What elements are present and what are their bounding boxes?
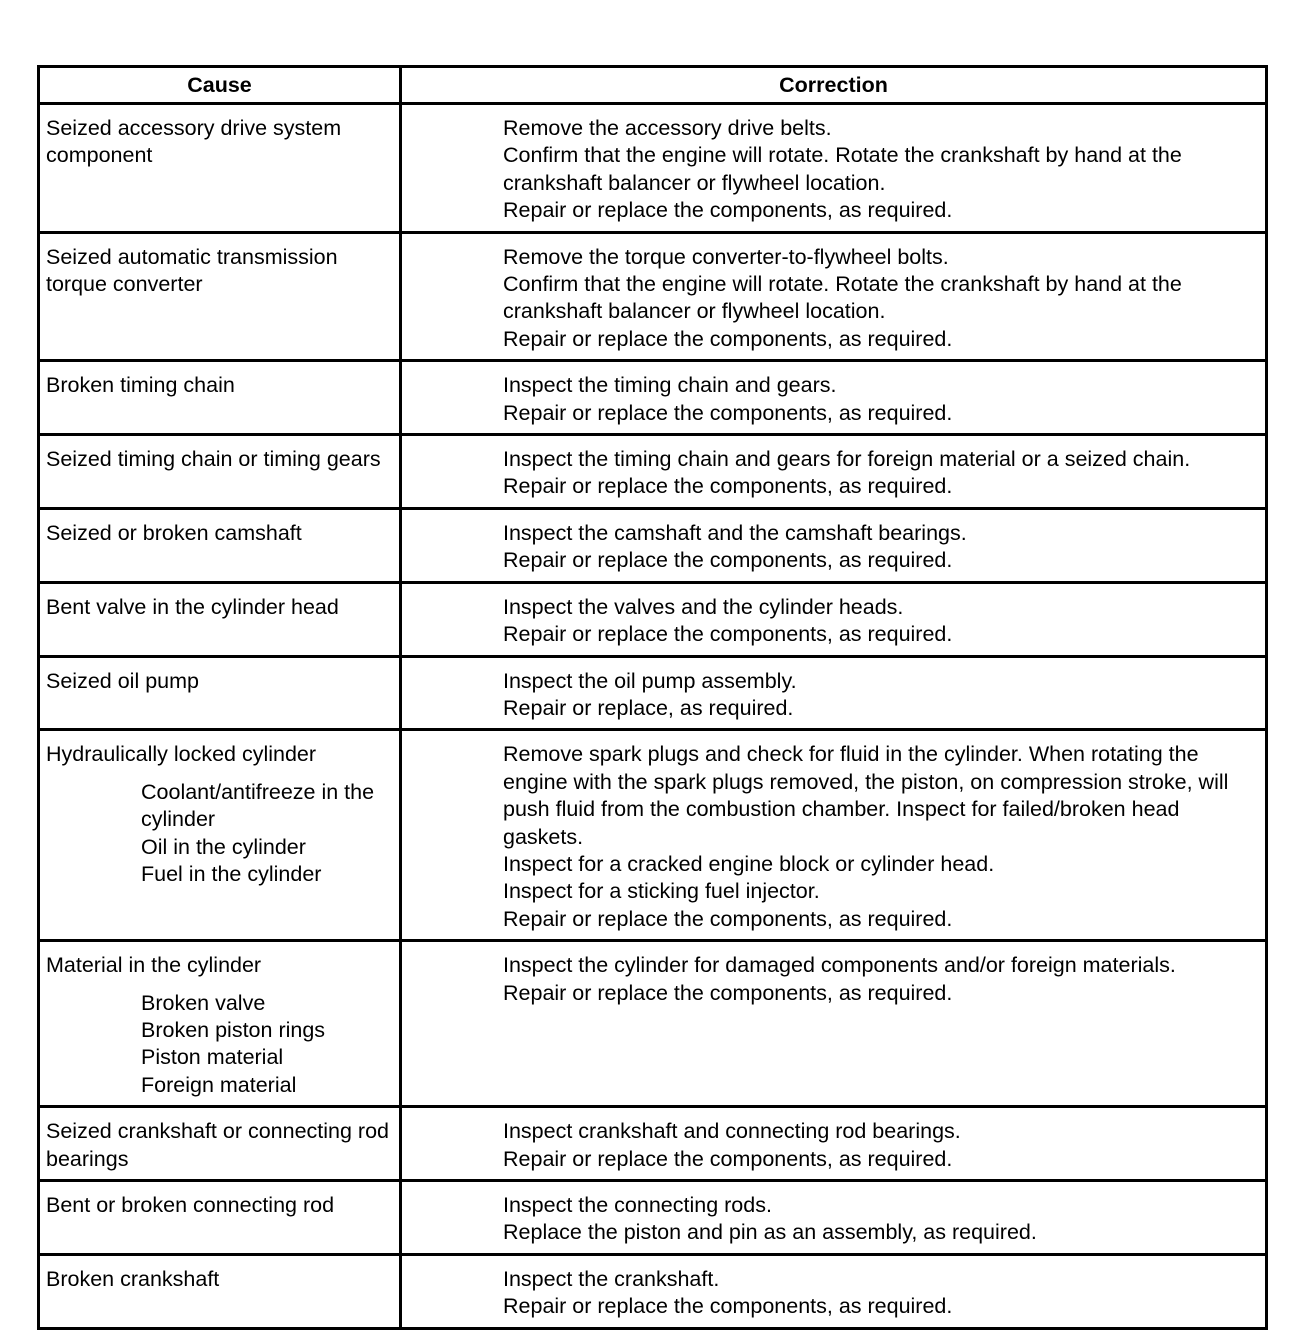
subcause-item: Broken piston rings [141,1017,326,1042]
cause-cell [39,656,401,730]
cause-text: Seized accessory drive system component [46,116,342,168]
table-row [39,1181,1267,1255]
table-row [39,1107,1267,1181]
correction-line: Confirm that the engine will rotate. Rotate the crankshaft by hand at the crankshaft balancer or flywheel location. [503,143,1182,195]
cause-text: Material in the cylinder [46,953,262,978]
correction-line: Inspect for a sticking fuel injector. [503,879,820,904]
correction-line: Inspect crankshaft and connecting rod bearings. [503,1119,961,1144]
correction-line: Inspect for a cracked engine block or cylinder head. [503,851,995,876]
cause-cell [39,1181,401,1255]
correction-cell [401,730,1267,941]
correction-cell [401,582,1267,656]
correction-line: Repair or replace the components, as required. [503,906,953,931]
cause-cell [39,941,401,1107]
correction-line: Replace the piston and pin as an assembly, as required. [503,1220,1037,1245]
correction-cell [401,1254,1267,1328]
cause-cell [39,1254,401,1328]
table-row [39,435,1267,509]
subcause-list [141,779,393,889]
table-row [39,730,1267,941]
table-row [39,656,1267,730]
correction-line: Repair or replace the components, as required. [503,1146,953,1171]
table-row [39,508,1267,582]
subcause-item: Foreign material [141,1072,297,1097]
correction-line: Inspect the cylinder for damaged components and/or foreign materials. [503,953,1176,978]
cause-text: Bent valve in the cylinder head [46,594,339,619]
subcause-list [141,990,393,1100]
correction-line: Inspect the valves and the cylinder heads. [503,594,904,619]
cause-text: Seized crankshaft or connecting rod bearings [46,1119,390,1171]
subcause-item: Oil in the cylinder [141,834,306,859]
cause-cell [39,730,401,941]
correction-cell [401,656,1267,730]
correction-cell [401,104,1267,233]
correction-line: Repair or replace the components, as required. [503,400,953,425]
subcause-item: Fuel in the cylinder [141,861,322,886]
cause-text: Seized oil pump [46,668,199,693]
cause-text: Seized timing chain or timing gears [46,447,381,472]
cause-text: Seized automatic transmission torque converter [46,244,338,297]
correction-cell [401,232,1267,361]
table-row [39,361,1267,435]
cause-text: Seized or broken camshaft [46,520,302,545]
table-body [39,104,1267,1329]
cause-cell [39,508,401,582]
correction-line: Inspect the timing chain and gears for foreign material or a seized chain. [503,447,1191,472]
correction-cell [401,1107,1267,1181]
correction-cell [401,508,1267,582]
correction-cell [401,1181,1267,1255]
correction-line: Repair or replace the components, as required. [503,1294,953,1319]
table-row [39,104,1267,233]
table-row [39,232,1267,361]
diagnostic-table [37,65,1268,1330]
correction-line: Inspect the crankshaft. [503,1266,720,1291]
subcause-item: Coolant/antifreeze in the cylinder [141,779,375,832]
cause-text: Hydraulically locked cylinder [46,742,317,767]
cause-cell [39,232,401,361]
correction-line: Repair or replace the components, as required. [503,326,953,351]
table-row [39,582,1267,656]
cause-text: Broken timing chain [46,373,235,398]
cause-cell [39,435,401,509]
correction-cell [401,361,1267,435]
correction-column-header: Correction [401,67,1267,104]
correction-line: Inspect the connecting rods. [503,1193,772,1217]
cause-cell [39,582,401,656]
table-header-row [39,67,1267,104]
table-row [39,1254,1267,1328]
correction-line: Repair or replace the components, as required. [503,548,953,573]
subcause-item: Piston material [141,1045,284,1070]
correction-line: Repair or replace, as required. [503,695,794,720]
correction-line: Repair or replace the components, as required. [503,622,953,647]
correction-line: Remove the accessory drive belts. [503,116,832,140]
cause-text: Broken crankshaft [46,1266,220,1291]
table-row [39,941,1267,1107]
cause-cell [39,1107,401,1181]
cause-text: Bent or broken connecting rod [46,1193,335,1217]
correction-line: Remove the torque converter-to-flywheel bolts. [503,244,949,269]
correction-line: Repair or replace the components, as required. [503,980,953,1005]
cause-cell [39,104,401,233]
correction-line: Repair or replace the components, as required. [503,198,953,223]
subcause-item: Broken valve [141,990,266,1015]
cause-column-header: Cause [39,67,401,104]
correction-line: Inspect the camshaft and the camshaft bearings. [503,520,967,545]
correction-cell [401,941,1267,1107]
correction-line: Inspect the oil pump assembly. [503,668,797,693]
cause-cell [39,361,401,435]
correction-line: Repair or replace the components, as required. [503,474,953,499]
correction-line: Confirm that the engine will rotate. Rotate the crankshaft by hand at the crankshaft balancer or flywheel location. [503,272,1182,324]
correction-line: Inspect the timing chain and gears. [503,373,837,398]
correction-cell [401,435,1267,509]
correction-line: Remove spark plugs and check for fluid in the cylinder. When rotating the engine with the spark plugs removed, the piston, on compression stroke, will push fluid from the combustion chamber. Inspect for failed/broken head gaskets. [503,742,1229,849]
